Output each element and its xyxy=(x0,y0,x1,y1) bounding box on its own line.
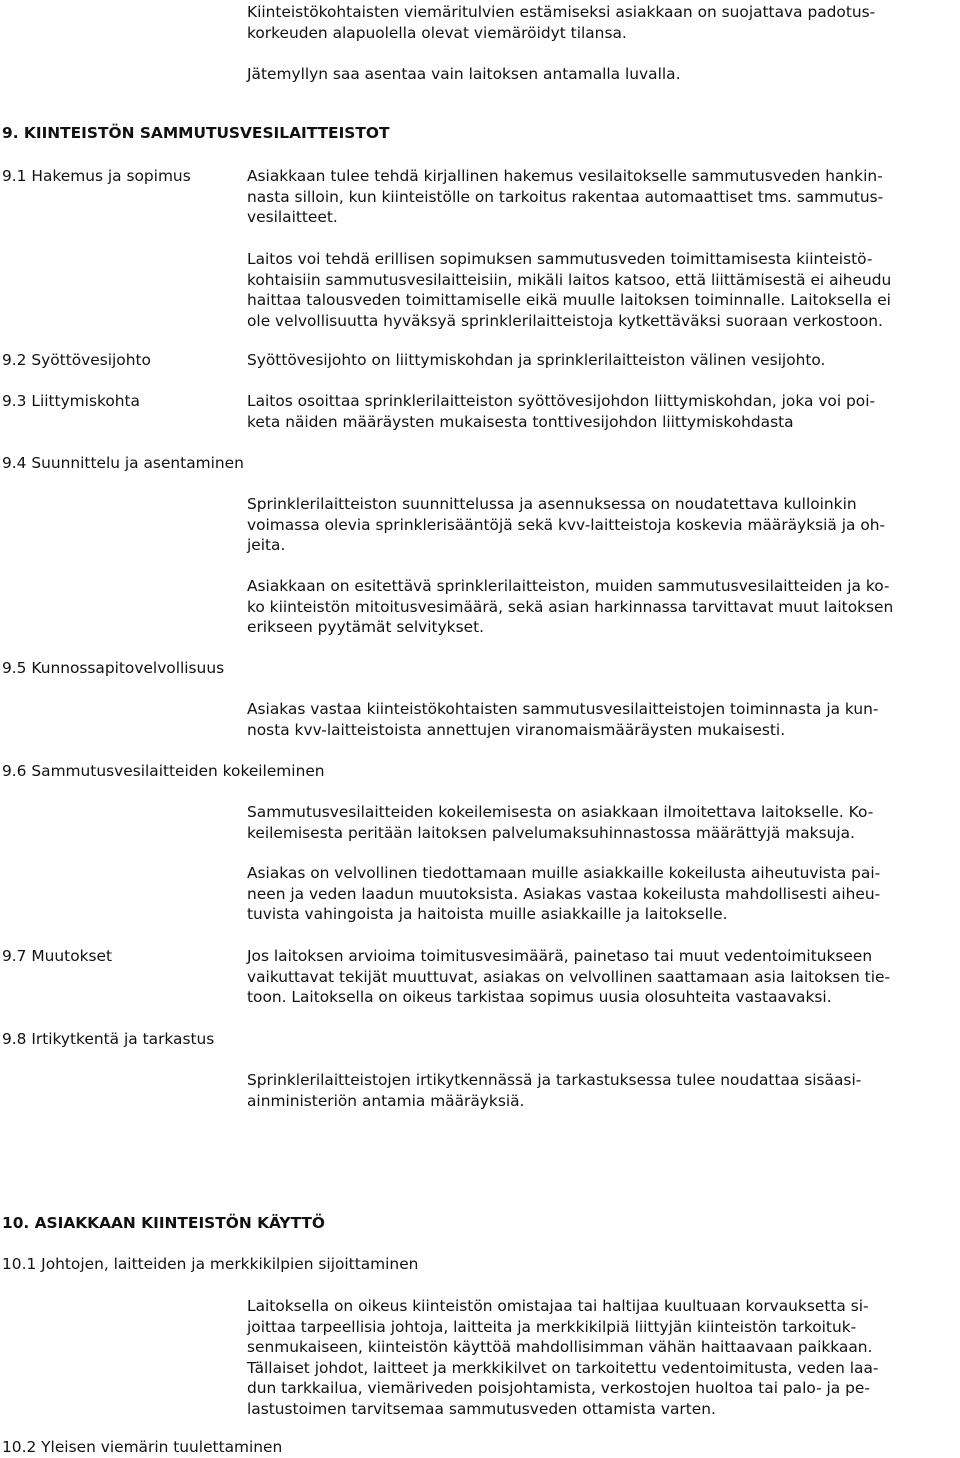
subsection-9-4-paragraph-1 xyxy=(247,494,959,556)
subsection-9-5-label: 9.5 Kunnossapitovelvollisuus xyxy=(2,659,225,677)
subsection-9-3-label: 9.3 Liittymiskohta xyxy=(2,392,140,410)
subsection-9-6-paragraph-1 xyxy=(247,802,959,843)
text-line: Sprinklerilaitteistojen irtikytkennässä ja tarkastuksessa tulee noudattaa sisäasi- xyxy=(247,1071,862,1089)
subsection-9-1-paragraph-2 xyxy=(247,249,959,331)
section-10-heading: 10. ASIAKKAAN KIINTEISTÖN KÄYTTÖ xyxy=(2,1214,326,1232)
subsection-10-2-label: 10.2 Yleisen viemärin tuulettaminen xyxy=(2,1438,283,1456)
subsection-9-2-paragraph-1 xyxy=(247,350,959,371)
text-line: Syöttövesijohto on liittymiskohdan ja sprinklerilaitteiston välinen vesijohto. xyxy=(247,351,826,369)
text-line: voimassa olevia sprinklerisääntöjä sekä kvv-laitteistoja koskevia määräyksiä ja oh- xyxy=(247,515,886,534)
subsection-10-1-paragraph-1 xyxy=(247,1296,959,1420)
intro-paragraph-2 xyxy=(247,64,959,85)
text-line: Sammutusvesilaitteiden kokeilemisesta on asiakkaan ilmoitettava laitokselle. Ko- xyxy=(247,803,874,821)
text-line: Jätemyllyn saa asentaa vain laitoksen antamalla luvalla. xyxy=(247,65,681,83)
text-line: kohtaisiin sammutusvesilaitteisiin, mikäli laitos katsoo, että liittämisestä ei aiheudu xyxy=(247,270,892,289)
text-line: jeita. xyxy=(247,536,286,555)
text-line: erikseen pyytämät selvitykset. xyxy=(247,618,485,637)
text-line: neen ja veden laadun muutoksista. Asiakas vastaa kokeilusta mahdollisesti aiheu- xyxy=(247,884,881,903)
text-line: nosta kvv-laitteistoista annettujen viranomaismääräysten mukaisesti. xyxy=(247,720,786,739)
text-line: ainministeriön antamia määräyksiä. xyxy=(247,1091,525,1110)
text-line: Laitos osoittaa sprinklerilaitteiston syöttövesijohdon liittymiskohdan, joka voi poi- xyxy=(247,392,876,410)
text-line: dun tarkkailua, viemäriveden poisjohtamista, verkostojen huoltoa tai palo- ja pe- xyxy=(247,1379,870,1398)
text-line: haittaa talousveden toimittamiselle eikä muulle laitoksen toiminnalle. Laitoksella ei xyxy=(247,291,891,310)
text-line: Asiakas on velvollinen tiedottamaan muille asiakkaille kokeilusta aiheutuvista pai- xyxy=(247,864,881,882)
text-line: Sprinklerilaitteiston suunnittelussa ja asennuksessa on noudatettava kulloinkin xyxy=(247,495,857,513)
text-line: nasta silloin, kun kiinteistölle on tarkoitus rakentaa automaattiset tms. sammutus- xyxy=(247,187,884,206)
subsection-9-8-paragraph-1 xyxy=(247,1070,959,1111)
text-line: vaikuttavat tekijät muuttuvat, asiakas on velvollinen saattamaan asia laitoksen tie- xyxy=(247,967,891,986)
text-line: vesilaitteet. xyxy=(247,208,338,227)
text-line: Asiakkaan on esitettävä sprinklerilaitteiston, muiden sammutusvesilaitteiden ja ko- xyxy=(247,577,890,595)
intro-paragraph-1 xyxy=(247,2,959,43)
subsection-9-4-label: 9.4 Suunnittelu ja asentaminen xyxy=(2,454,244,472)
text-line: korkeuden alapuolella olevat viemäröidyt tilansa. xyxy=(247,23,627,42)
subsection-9-1-label: 9.1 Hakemus ja sopimus xyxy=(2,167,191,185)
text-line: Asiakkaan tulee tehdä kirjallinen hakemus vesilaitokselle sammutusveden hankin- xyxy=(247,167,883,185)
subsection-9-4-paragraph-2 xyxy=(247,576,959,638)
subsection-9-5-paragraph-1 xyxy=(247,699,959,740)
subsection-10-1-label: 10.1 Johtojen, laitteiden ja merkkikilpien sijoittaminen xyxy=(2,1255,419,1273)
text-line: joittaa tarpeellisia johtoja, laitteita ja merkkikilpiä liittyjän kiinteistön tarkoituk- xyxy=(247,1317,857,1336)
text-line: Laitos voi tehdä erillisen sopimuksen sammutusveden toimittamisesta kiinteistö- xyxy=(247,250,873,268)
subsection-9-8-label: 9.8 Irtikytkentä ja tarkastus xyxy=(2,1030,215,1048)
subsection-9-1-paragraph-1 xyxy=(247,166,959,228)
text-line: Asiakas vastaa kiinteistökohtaisten sammutusvesilaitteistojen toiminnasta ja kun- xyxy=(247,700,879,718)
text-line: keta näiden määräysten mukaisesta tonttivesijohdon liittymiskohdasta xyxy=(247,412,794,431)
text-line: senmukaiseen, kiinteistön käyttöä mahdollisimman vähän haittaavaan paikkaan. xyxy=(247,1338,873,1357)
text-line: Kiinteistökohtaisten viemäritulvien estämiseksi asiakkaan on suojattava padotus- xyxy=(247,3,876,21)
text-line: lastustoimen tarvitsemaa sammutusveden ottamista varten. xyxy=(247,1399,716,1418)
subsection-9-6-paragraph-2 xyxy=(247,863,959,925)
text-line: Jos laitoksen arvioima toimitusvesimäärä, painetaso tai muut vedentoimitukseen xyxy=(247,947,873,965)
section-9-heading: 9. KIINTEISTÖN SAMMUTUSVESILAITTEISTOT xyxy=(2,124,390,142)
subsection-9-7-label: 9.7 Muutokset xyxy=(2,947,113,965)
text-line: tuvista vahingoista ja haitoista muille asiakkaille ja laitokselle. xyxy=(247,905,728,924)
text-line: ko kiinteistön mitoitusvesimäärä, sekä asian harkinnassa tarvittavat muut laitoksen xyxy=(247,597,894,616)
text-line: ole velvollisuutta hyväksyä sprinklerilaitteistoja kytkettäväksi suoraan verkostoon. xyxy=(247,311,883,330)
subsection-9-3-paragraph-1 xyxy=(247,391,959,432)
text-line: Tällaiset johdot, laitteet ja merkkikilvet on tarkoitettu vedentoimitusta, veden laa- xyxy=(247,1358,879,1377)
text-line: toon. Laitoksella on oikeus tarkistaa sopimus uusia olosuhteita vastaavaksi. xyxy=(247,988,832,1007)
subsection-9-2-label: 9.2 Syöttövesijohto xyxy=(2,351,151,369)
text-line: Laitoksella on oikeus kiinteistön omistajaa tai haltijaa kuultuaan korvauksetta si- xyxy=(247,1297,869,1315)
subsection-9-7-paragraph-1 xyxy=(247,946,959,1008)
subsection-9-6-label: 9.6 Sammutusvesilaitteiden kokeileminen xyxy=(2,762,325,780)
text-line: keilemisesta peritään laitoksen palvelumaksuhinnastossa määrättyjä maksuja. xyxy=(247,823,855,842)
